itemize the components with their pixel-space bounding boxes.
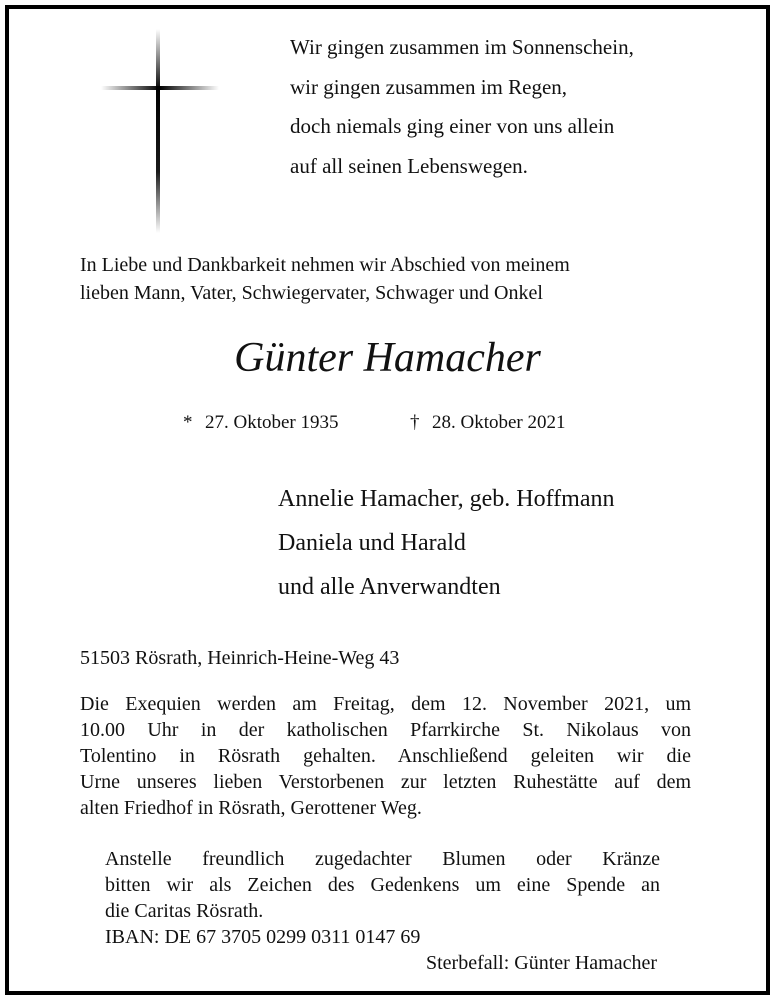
address: 51503 Rösrath, Heinrich-Heine-Weg 43 xyxy=(80,647,400,669)
donation-line: Anstelle freundlich zugedachter Blumen oder Kränze xyxy=(105,848,660,870)
donation-line: bitten wir als Zeichen des Gedenkens um eine Spende an xyxy=(105,874,660,896)
cross-icon xyxy=(95,25,225,235)
birth-symbol: * xyxy=(183,412,193,433)
mourner: Annelie Hamacher, geb. Hoffmann xyxy=(278,486,615,512)
funeral-info-line: Urne unseres lieben Verstorbenen zur letzten Ruhestätte auf dem xyxy=(80,771,691,793)
intro-text xyxy=(80,251,570,307)
funeral-info-line: Tolentino in Rösrath gehalten. Anschließend geleiten wir die xyxy=(80,745,691,767)
death-date-text: 28. Oktober 2021 xyxy=(432,412,566,433)
mourner: und alle Anverwandten xyxy=(278,574,501,600)
intro-line: lieben Mann, Vater, Schwiegervater, Schwager und Onkel xyxy=(80,282,543,304)
donation-info xyxy=(105,846,660,950)
birth-date-text: 27. Oktober 1935 xyxy=(205,412,339,433)
poem-line: doch niemals ging einer von uns allein xyxy=(290,114,615,138)
mourners-list xyxy=(278,477,614,609)
death-date xyxy=(410,410,566,436)
deceased-name: Günter Hamacher xyxy=(234,335,541,381)
funeral-info-line: 10.00 Uhr in der katholischen Pfarrkirche St. Nikolaus von xyxy=(80,719,691,741)
poem xyxy=(290,28,634,186)
mourner: Daniela und Harald xyxy=(278,530,466,556)
donation-line: die Caritas Rösrath. xyxy=(105,900,264,922)
poem-line: auf all seinen Lebenswegen. xyxy=(290,153,528,178)
funeral-info-line: alten Friedhof in Rösrath, Gerottener Weg. xyxy=(80,797,422,819)
iban: IBAN: DE 67 3705 0299 0311 0147 69 xyxy=(105,926,421,948)
funeral-info xyxy=(80,691,691,821)
poem-line: wir gingen zusammen im Regen, xyxy=(290,74,568,99)
death-symbol: † xyxy=(410,412,420,433)
birth-date xyxy=(183,410,339,436)
poem-line: Wir gingen zusammen im Sonnenschein, xyxy=(290,35,634,59)
funeral-info-line: Die Exequien werden am Freitag, dem 12. November 2021, um xyxy=(80,693,691,715)
intro-line: In Liebe und Dankbarkeit nehmen wir Abschied von meinem xyxy=(80,254,570,276)
signoff: Sterbefall: Günter Hamacher xyxy=(425,952,657,974)
